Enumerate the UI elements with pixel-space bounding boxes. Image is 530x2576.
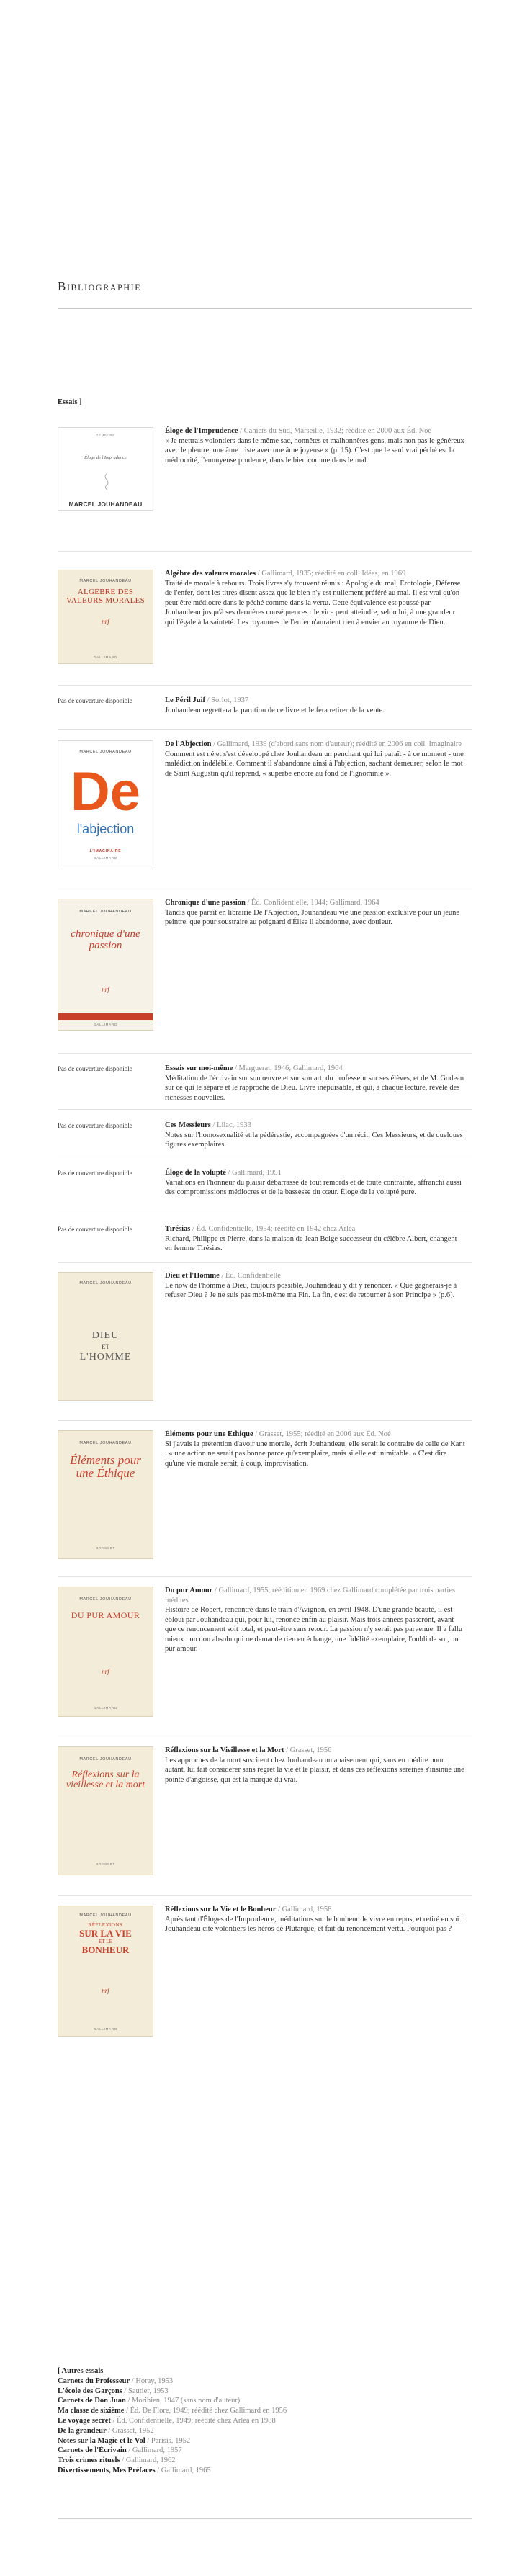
no-cover-note: Pas de couverture disponible <box>58 1122 132 1129</box>
essay-publisher: Gallimard, 1965 <box>161 2466 211 2474</box>
book-publisher: Gallimard, 1935; réédité en coll. Idées, en 1969 <box>261 570 406 578</box>
cover-footer: GRASSET <box>95 1546 116 1550</box>
book-publisher: Gallimard, 1958 <box>282 1906 332 1913</box>
cover-author: MARCEL JOUHANDEAU <box>79 579 132 583</box>
book-description: Notes sur l'homosexualité et la pédérastie, accompagnées d'un récit, Ces Messieurs, et de quelques figures exemplaires. <box>165 1131 463 1149</box>
book-publisher: Cahiers du Sud, Marseille, 1932; réédité en 2000 aux Éd. Noé <box>243 427 432 435</box>
essay-title[interactable]: Ma classe de sixième <box>58 2407 125 2415</box>
entry-divider <box>58 1053 472 1054</box>
cover-band <box>58 1013 153 1020</box>
book-title[interactable]: Tirésias <box>165 1225 191 1233</box>
entry-divider <box>58 1895 472 1896</box>
essay-publisher: Morihien, 1947 (sans nom d'auteur) <box>131 2397 241 2405</box>
cover-title: Éloge de l'Imprudence <box>84 455 127 460</box>
book-publisher: Éd. Confidentielle, 1944; Gallimard, 1964 <box>251 899 379 907</box>
no-cover-note: Pas de couverture disponible <box>58 1170 132 1177</box>
essay-title[interactable]: L'école des Garçons <box>58 2387 122 2395</box>
essay-title[interactable]: Le voyage secret <box>58 2416 111 2425</box>
book-title[interactable]: Éléments pour une Éthique <box>165 1430 253 1438</box>
cover-title: SUR LA VIE <box>79 1928 132 1939</box>
cover-publisher-logo: nrf <box>102 1668 109 1675</box>
entry-divider <box>58 1262 472 1263</box>
cover-author: MARCEL JOUHANDEAU <box>79 1281 132 1285</box>
cover-footer: GALLIMARD <box>93 856 118 860</box>
book-title[interactable]: Algèbre des valeurs morales <box>165 570 256 578</box>
book-publisher: Grasset, 1955; réédité en 2006 aux Éd. Noé <box>259 1430 391 1438</box>
book-cover[interactable] <box>58 1587 153 1717</box>
cover-series: DEMEURE <box>96 434 115 437</box>
book-description: Comment est né et s'est développé chez Jouhandeau un penchant qui lui paraît - à ce moment - une malédiction indélébile. Comment il s'abandonne ainsi à l'abjection, sachant demeurer, selon le mot de Saint Augustin qu'il reprend, « superbe encore au fond de l'ignominie ». <box>165 750 464 778</box>
essay-publisher: Gallimard, 1962 <box>125 2456 176 2465</box>
entry-divider <box>58 685 472 686</box>
book-title[interactable]: Éloge de l'Imprudence <box>165 427 238 435</box>
book-description: Tandis que paraît en librairie De l'Abjection, Jouhandeau vie une passion exclusive pour un jeune peintre, que pour soustraire au poignard d'Élise il abandonne, avec douleur. <box>165 908 460 926</box>
list-item: L'école des Garçons / Sautier, 1953 <box>58 2387 169 2395</box>
list-item: Carnets de l'Écrivain / Gallimard, 1957 <box>58 2446 182 2455</box>
book-publisher: Éd. Confidentielle, 1954; réédité en 1942 chez Arléa <box>196 1225 356 1233</box>
cover-title: De <box>70 761 141 822</box>
cover-title: Éléments pour une Éthique <box>70 1453 141 1480</box>
book-cover[interactable] <box>58 1430 153 1559</box>
book-title[interactable]: De l'Abjection <box>165 740 212 748</box>
cover-series: L'IMAGINAIRE <box>89 849 122 853</box>
cover-publisher-logo: nrf <box>102 618 109 625</box>
book-publisher: Marguerat, 1946; Gallimard, 1964 <box>238 1064 343 1072</box>
book-description: Variations en l'honneur du plaisir débarrassé de tout remords et de toute contrainte, affranchi aussi des compromissions médiocres et de la bassesse du cœur. Éloge de la volupté pure. <box>165 1178 462 1196</box>
book-cover[interactable] <box>58 1906 153 2037</box>
book-description: Richard, Philippe et Pierre, dans la maison de Jean Beige successeur du célèbre Albert, changent en femme Tirésias. <box>165 1234 457 1252</box>
cover-author: MARCEL JOUHANDEAU <box>79 750 132 754</box>
essay-publisher: Sautier, 1953 <box>128 2387 169 2395</box>
cover-author: MARCEL JOUHANDEAU <box>79 1913 132 1918</box>
page-title: Bibliographie <box>58 279 142 293</box>
cover-title: ET LE <box>99 1939 112 1944</box>
section-label: Essais ] <box>58 398 82 406</box>
book-title[interactable]: Du pur Amour <box>165 1587 213 1594</box>
book-description: Traité de morale à rebours. Trois livres s'y trouvent réunis : Apologie du mal, Erotologie, Défense de l'enfer, dont les titres disent assez que le bien n'y est nullement préféré au mal. Il est vrai qu'on peut être médiocre dans le péché comme dans la vertu. Cette équivalence est poussé par Jouhandeau jusqu'à ses dernières conséquences : le vice peut atteindre, selon lui, à une grandeur qui l'égale à la sainteté. Les royaumes de l'enfer n'auraient rien à envier au royaume de Dieu. <box>165 579 461 627</box>
essay-publisher: Grasset, 1952 <box>112 2426 154 2435</box>
no-cover-note: Pas de couverture disponible <box>58 697 132 704</box>
no-cover-note: Pas de couverture disponible <box>58 1065 132 1072</box>
list-item: De la grandeur / Grasset, 1952 <box>58 2426 154 2435</box>
cover-footer: GALLIMARD <box>93 655 118 659</box>
book-title[interactable]: Éloge de la volupté <box>165 1169 226 1177</box>
book-description: Jouhandeau regrettera la parution de ce livre et le fera retirer de la vente. <box>165 706 385 714</box>
entry-divider <box>58 1576 472 1577</box>
entry-divider <box>58 1420 472 1421</box>
book-publisher: Lilac, 1933 <box>217 1121 251 1129</box>
book-cover[interactable] <box>58 570 153 664</box>
cover-footer: GRASSET <box>95 1862 116 1866</box>
other-essays-label: [ Autres essais <box>58 2367 104 2375</box>
cover-footer: GALLIMARD <box>93 1706 118 1710</box>
book-description: Le now de l'homme à Dieu, toujours possible, Jouhandeau y dit y renoncer. « Que gagnerais-je à refuser Dieu ? Je ne suis pas moi-même ma Fin. La fin, c'est de retourner à son Principe » (p.6). <box>165 1281 457 1299</box>
list-item: Ma classe de sixième / Éd. De Flore, 1949; réédité chez Gallimard en 1956 <box>58 2407 287 2415</box>
book-description: Si j'avais la prétention d'avoir une morale, écrit Jouhandeau, elle serait le contraire de celle de Kant : « une action ne serait pas bonne parce qu'exemplaire, mais si elle est inimitable. » C'est dire qu'une vie morale serait, à coup, improvisation. <box>165 1440 465 1468</box>
list-item: Le voyage secret / Éd. Confidentielle, 1949; réédité chez Arléa en 1988 <box>58 2416 276 2425</box>
essay-publisher: Gallimard, 1957 <box>132 2446 182 2455</box>
book-title[interactable]: Essais sur moi-même <box>165 1064 233 1072</box>
book-description: « Je mettrais volontiers dans le même sac, honnêtes et malhonnêtes gens, mais non pas le généreux avec le pleutre, une âme triste avec une âme joyeuse » (p. 15). C'est que le seul vrai péché est la médiocrité, l'ennuyeuse prudence, dans le bien comme dans le mal. <box>165 436 464 465</box>
list-item: Divertissements, Mes Préfaces / Gallimard, 1965 <box>58 2466 211 2474</box>
list-item: Notes sur la Magie et le Vol / Parisis, 1952 <box>58 2436 191 2445</box>
cover-title: ALGÈBRE DES VALEURS MORALES <box>66 588 145 605</box>
cover-footer: GALLIMARD <box>93 2027 118 2031</box>
essay-title[interactable]: Trois crimes rituels <box>58 2456 120 2465</box>
book-publisher: Gallimard, 1955; réédition en 1969 chez Gallimard complétée par trois parties inédites <box>165 1587 456 1605</box>
book-publisher: Gallimard, 1951 <box>232 1169 282 1177</box>
essay-title[interactable]: Carnets de Don Juan <box>58 2397 126 2405</box>
cover-title: chronique d'une passion <box>71 928 140 951</box>
essay-publisher: Horay, 1953 <box>135 2377 174 2385</box>
cover-author: MARCEL JOUHANDEAU <box>79 1441 132 1445</box>
book-title[interactable]: Chronique d'une passion <box>165 899 246 907</box>
book-publisher: Grasset, 1956 <box>289 1746 332 1754</box>
book-cover[interactable] <box>58 899 153 1031</box>
ornament-icon <box>97 472 116 491</box>
cover-title: L'HOMME <box>79 1352 132 1363</box>
footer-divider <box>58 2518 472 2519</box>
no-cover-note: Pas de couverture disponible <box>58 1226 132 1233</box>
book-cover[interactable] <box>58 427 153 511</box>
book-description: Les approches de la mort suscitent chez Jouhandeau un apaisement qui, sans en médire pour autant, lui fait considérer sans regret la vie et le plaisir, et dans ces réflexions sereines s'insinue une pointe d'angoisse, qui est la marque du vrai. <box>165 1756 464 1784</box>
cover-title: DU PUR AMOUR <box>71 1610 140 1620</box>
entry-divider <box>58 551 472 552</box>
book-cover[interactable] <box>58 1746 153 1875</box>
book-description: Histoire de Robert, rencontré dans le train d'Avignon, en avril 1948. D'une grande beauté, il est ébloui par Jouhandeau qui, pour lui, renonce enfin au plaisir. Mais trois années passeront, avant que ce renoncement soit total, et peut-être sans retour. La passion n'y serait pas parvenue. Il a fallu mieux : un don absolu qui ne demande rien en échange, une fidélité exemplaire, l'oubli de soi, un pur amour. <box>165 1606 462 1653</box>
cover-author: MARCEL JOUHANDEAU <box>79 1757 132 1762</box>
book-publisher: Sorlot, 1937 <box>211 696 249 704</box>
essay-title[interactable]: Carnets de l'Écrivain <box>58 2446 127 2455</box>
cover-footer: GALLIMARD <box>93 1023 118 1026</box>
cover-publisher-logo: nrf <box>102 1987 109 1994</box>
book-title[interactable]: Ces Messieurs <box>165 1121 211 1129</box>
essay-title[interactable]: Divertissements, Mes Préfaces <box>58 2466 156 2474</box>
essay-publisher: Parisis, 1952 <box>151 2436 191 2445</box>
book-description: Après tant d'Éloges de l'Imprudence, méditations sur le bonheur de vivre en repos, et retiré en soi : Jouhandeau cite volontiers les héros de Plutarque, et fait du renoncement vertu. Pourquoi pas ? <box>165 1915 464 1933</box>
cover-author: MARCEL JOUHANDEAU <box>79 1597 132 1602</box>
book-title[interactable]: Réflexions sur la Vieillesse et la Mort <box>165 1746 284 1754</box>
cover-subtitle: l'abjection <box>76 822 135 836</box>
book-publisher: Éd. Confidentielle <box>225 1272 281 1280</box>
book-title[interactable]: Le Péril Juif <box>165 696 205 704</box>
essay-title[interactable]: De la grandeur <box>58 2426 107 2435</box>
essay-publisher: Éd. De Flore, 1949; réédité chez Gallimard en 1956 <box>130 2407 287 2415</box>
essay-title[interactable]: Carnets du Professeur <box>58 2377 130 2385</box>
cover-title: DIEU <box>91 1330 120 1341</box>
list-item: Carnets du Professeur / Horay, 1953 <box>58 2377 174 2385</box>
list-item: Carnets de Don Juan / Morihien, 1947 (sans nom d'auteur) <box>58 2397 241 2405</box>
essay-title[interactable]: Notes sur la Magie et le Vol <box>58 2436 145 2445</box>
title-divider <box>58 308 472 309</box>
entry-divider <box>58 1109 472 1110</box>
book-title[interactable]: Réflexions sur la Vie et le Bonheur <box>165 1906 277 1913</box>
cover-title: BONHEUR <box>81 1944 130 1955</box>
cover-author: MARCEL JOUHANDEAU <box>79 910 132 914</box>
cover-title: Réflexions sur la vieillesse et la mort <box>66 1769 145 1790</box>
book-publisher: Gallimard, 1939 (d'abord sans nom d'auteur); réédité en 2006 en coll. Imaginaire <box>217 740 462 748</box>
cover-author: MARCEL JOUHANDEAU <box>68 501 143 508</box>
essay-publisher: Éd. Confidentielle, 1949; réédité chez Arléa en 1988 <box>117 2416 276 2425</box>
other-essays-list <box>58 2366 472 2476</box>
book-cover[interactable] <box>58 1272 153 1401</box>
cover-publisher-logo: nrf <box>102 986 109 993</box>
cover-title: RÉFLEXIONS <box>88 1922 123 1928</box>
book-description: Méditation de l'écrivain sur son œuvre et sur son art, du professeur sur ses élèves, et de M. Godeau sur ce qui le sépare et le rapproche de Dieu. Livre inépuisable, et qui, à chaque lecture, révèle des richesses nouvelles. <box>165 1074 464 1102</box>
cover-title: ET <box>102 1343 109 1350</box>
list-item: Trois crimes rituels / Gallimard, 1962 <box>58 2456 176 2465</box>
book-cover[interactable] <box>58 740 153 869</box>
book-title[interactable]: Dieu et l'Homme <box>165 1272 220 1280</box>
entry-divider <box>58 729 472 730</box>
